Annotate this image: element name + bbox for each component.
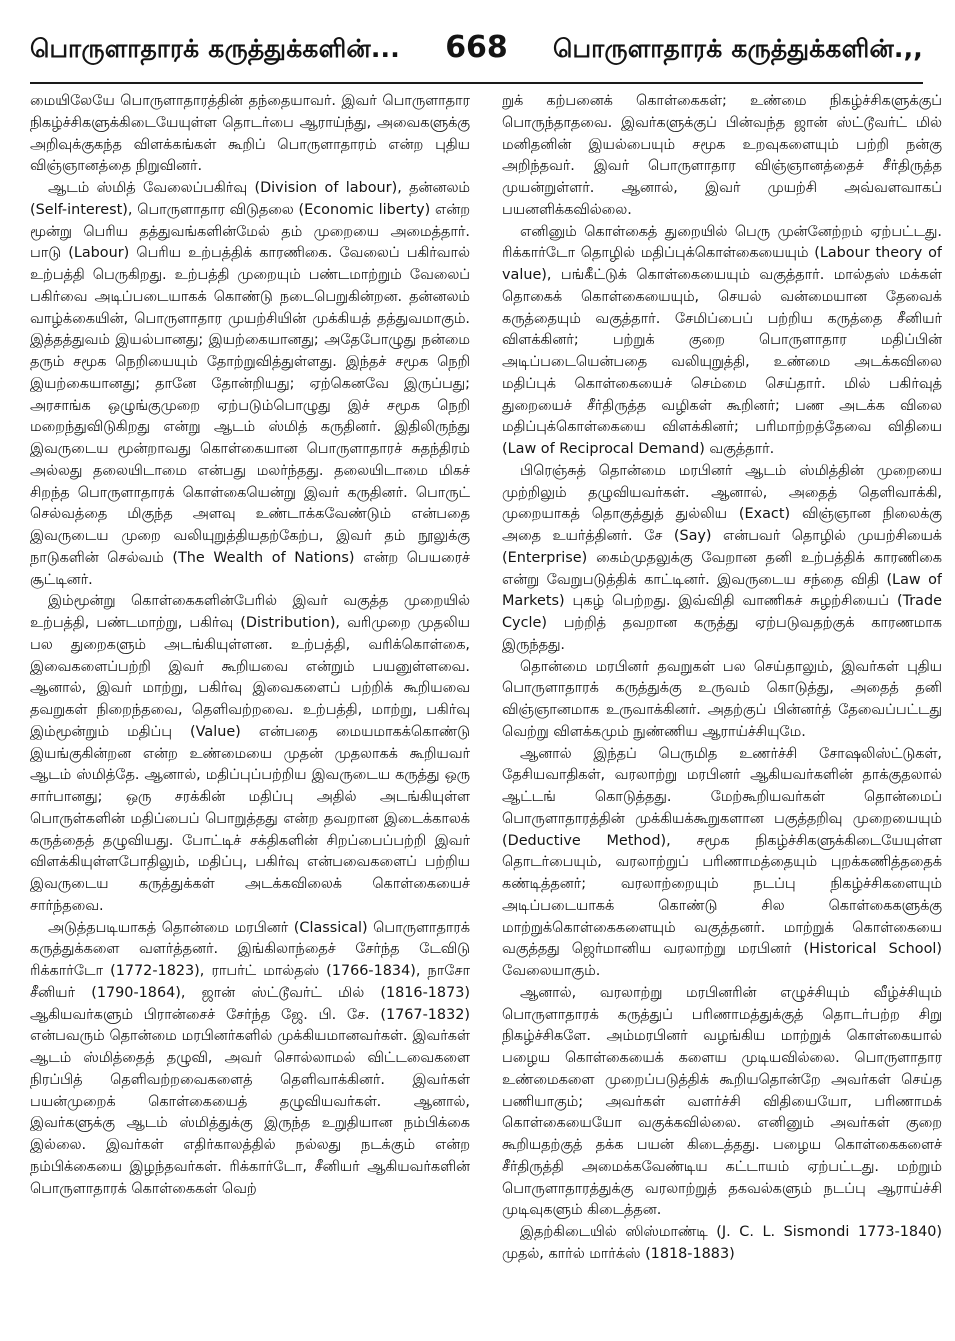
paragraph: இம்மூன்று கொள்கைகளின்பேரில் இவர் வகுத்த முறையில் உற்பத்தி, பண்டமாற்று, பகிர்வு (Distribution), வரிமுறை முதலிய பல துறைகளும் அடங்கியுள்ளன. உற்பத்தி, வரிக்கொள்கை, இவைகளைப்பற்றி இவர் கூறியவை என்றும் பயனுள்ளவை. ஆனால், இவர் மாற்று, பகிர்வு இவைகளைப் பற்றிக் கூறியவை தவறுகள் நிறைந்தவை, தெளிவற்றவை. உற்பத்தி, மாற்று, பகிர்வு இம்மூன்றும் மதிப்பு (Value) என்பதை மையமாகக்கொண்டு இயங்குகின்றன என்ற உண்மையை முதன் முதலாகக் கூறியவர் ஆடம் ஸ்மித்தே. ஆனால், மதிப்புப்பற்றிய இவருடைய கருத்து ஒரு சார்பானது; ஒரு சரக்கின் மதிப்பு அதில் அடங்கியுள்ள பொருள்களின் மதிப்பைப் பொறுத்தது என்ற தவறான இடைக்காலக் கருத்தைத் தழுவியது. போட்டிச் சக்திகளின் சிறப்பைப்பற்றி இவர் விளக்கியுள்ளபோதிலும், மதிப்பு, பகிர்வு என்பவைகளைப் பற்றிய இவருடைய கருத்துக்கள் அடக்கவிலைக் கொள்கையைச் சார்ந்தவை. — [30, 593, 470, 914]
paragraph: ஆனால், வரலாற்று மரபினரின் எழுச்சியும் வீழ்ச்சியும் பொருளாதாரக் கருத்துப் பரிணாமத்துக்குத் தொடர்பற்ற சிறு நிகழ்ச்சிகளே. அம்மரபினர் வழங்கிய மாற்றுக் கொள்கையால் பழைய கொள்கையைக் களைய முடியவில்லை. பொருளாதார உண்மைகளை முறைப்படுத்திக் கூறியதொன்றே அவர்கள் செய்த பணியாகும்; அவர்கள் வளர்ச்சி விதியையோ, பரிணாமக் கொள்கையையோ வகுக்கவில்லை. எனினும் அவர்கள் குறை கூறியதற்குத் தக்க பயன் கிடைத்தது. பழைய கொள்கைகளைச் சீர்திருத்தி அமைக்கவேண்டிய கட்டாயம் ஏற்பட்டது. மற்றும் பொருளாதாரத்துக்கு வரலாற்றுத் தகவல்களும் நடப்பு ஆராய்ச்சி முடிவுகளும் கிடைத்தன. — [502, 984, 942, 1219]
paragraph: பிரெஞ்சுத் தொன்மை மரபினர் ஆடம் ஸ்மித்தின் முறையை முற்றிலும் தழுவியவர்கள். ஆனால், அதைத் தெளிவாக்கி, முறையாகத் தொகுத்துத் துல்லிய (Exact) விஞ்ஞான நிலைக்கு அதை உயர்த்தினர். சே (Say) என்பவர் தொழில் முயற்சியைக் (Enterprise) கைம்முதலுக்கு வேறான தனி உற்பத்திக் காரணிகை என்று வேறுபடுத்திக் காட்டினர். இவருடைய சந்தை விதி (Law of Markets) புகழ் பெற்றது. இவ்விதி வாணிகச் சுழற்சியைப் (Trade Cycle) பற்றித் தவறான கருத்து ஏற்படுவதற்குக் காரணமாக இருந்தது. — [502, 462, 942, 653]
paragraph: எனினும் கொள்கைத் துறையில் பெரு முன்னேற்றம் ஏற்பட்டது. ரிக்கார்டோ தொழில் மதிப்புக்கொள்கையையும் (Labour theory of value), பங்கீட்டுக் கொள்கையையும் வகுத்தார். மால்தஸ் மக்கள் தொகைக் கொள்கையையும், செயல் வன்மையான தேவைக் கருத்தையும் வகுத்தார். சேமிப்பைப் பற்றிய கருத்தை சீனியர் விளக்கினர்; பற்றுக் குறை பொருளாதார மதிப்பின் அடிப்படையென்பதை வலியுறுத்தி, உண்மை அடக்கவிலை மதிப்புக் கொள்கையைச் செம்மை செய்தார். மில் பகிர்வுத் துறையைச் சீர்திருத்த வழிகள் கூறினர்; பண அடக்க விலை மதிப்புக்கொள்கையை விளக்கினர்; பரிமாற்றத்தேவை விதியை (Law of Reciprocal Demand) வகுத்தார். — [502, 223, 942, 457]
running-title-right: பொருளாதாரக் கருத்துக்களின்.,, — [553, 34, 923, 63]
right-column — [502, 91, 942, 1323]
paragraph: ஆனால் இந்தப் பெருமித உணர்ச்சி சோஷலிஸ்ட்டுகள், தேசியவாதிகள், வரலாற்று மரபினர் ஆகியவர்களின் தாக்குதலால் ஆட்டங் கொடுத்தது. மேற்கூறியவர்கள் தொன்மைப் பொருளாதாரத்தின் முக்கியக்கூறுகளான பகுத்தறிவு முறையையும் (Deductive Method), சமூக நிகழ்ச்சிகளுக்கிடையேயுள்ள தொடர்பையும், வரலாற்றுப் பரிணாமத்தையும் புறக்கணித்ததைக் கண்டித்தனர்; வரலாற்றையும் நடப்பு நிகழ்ச்சிகளையும் அடிப்படையாகக் கொண்டு சில கொள்கைகளுக்கு மாற்றுக்கொள்கைகளையும் வகுத்தனர். மாற்றுக் கொள்கையை வகுத்தது ஜெர்மானிய வரலாற்று மரபினர் (Historical School) வேலையாகும். — [502, 745, 942, 979]
paragraph: தொன்மை மரபினர் தவறுகள் பல செய்தாலும், இவர்கள் புதிய பொருளாதாரக் கருத்துக்கு உருவம் கொடுத்து, அதைத் தனி விஞ்ஞானமாக உருவாக்கினர். அதற்குப் பின்னர்த் தேவைப்பட்டது வெற்று விளக்கமும் நுண்ணிய ஆராய்ச்சியுமே. — [502, 658, 942, 740]
paragraph: இதற்கிடையில் ஸிஸ்மாண்டி (J. C. L. Sismondi 1773-1840) முதல், கார்ல் மார்க்ஸ் (1818-1883) — [502, 1224, 942, 1262]
paragraph: மையிலேயே பொருளாதாரத்தின் தந்தையாவர். இவர் பொருளாதார நிகழ்ச்சிகளுக்கிடையேயுள்ள தொடர்பை ஆராய்ந்து, அவைகளுக்கு அறிவுக்குகந்த விளக்கங்கள் கூறிப் பொருளாதாரம் என்ற புதிய விஞ்ஞானத்தை நிறுவினர். — [30, 93, 470, 175]
running-header — [30, 30, 923, 84]
running-title-left: பொருளாதாரக் கருத்துக்களின்... — [30, 34, 400, 63]
page-number: 668 — [445, 30, 508, 65]
paragraph: அடுத்தபடியாகத் தொன்மை மரபினர் (Classical) பொருளாதாரக் கருத்துக்களை வளர்த்தனர். இங்கிலாந்தைச் சேர்ந்த டேவிடு ரிக்கார்டோ (1772-1823), ராபர்ட் மால்தஸ் (1766-1834), நாசோ சீனியர் (1790-1864), ஜான் ஸ்ட்டூவர்ட் மில் (1816-1873) ஆகியவர்களும் பிரான்சைச் சேர்ந்த ஜே. பி. சே. (1767-1832) என்பவரும் தொன்மை மரபினர்களில் முக்கியமானவர்கள். இவர்கள் ஆடம் ஸ்மித்தைத் தழுவி, அவர் சொல்லாமல் விட்டவைகளை நிரப்பித் தெளிவற்றவைகளைத் தெளிவாக்கினர். இவர்கள் பயன்முறைக் கொள்கையைத் தழுவியவர்கள். ஆனால், இவர்களுக்கு ஆடம் ஸ்மித்துக்கு இருந்த உறுதியான நம்பிக்கை இல்லை. இவர்கள் எதிர்காலத்தில் நல்லது நடக்கும் என்ற நம்பிக்கையை இழந்தவர்கள். ரிக்கார்டோ, சீனியர் ஆகியவர்களின் பொருளாதாரக் கொள்கைகள் வெற் — [30, 919, 470, 1197]
paragraph: றுக் கற்பனைக் கொள்கைகள்; உண்மை நிகழ்ச்சிகளுக்குப் பொருந்தாதவை. இவர்களுக்குப் பின்வந்த ஜான் ஸ்ட்டூவர்ட் மில் மனிதனின் இயல்பையும் சமூக உறவுகளையும் பற்றி நன்கு அறிந்தவர். இவர் பொருளாதார விஞ்ஞானத்தைச் சீர்திருத்த முயன்றுள்ளர். ஆனால், இவர் முயற்சி அவ்வளவாகப் பயனளிக்கவில்லை. — [502, 93, 942, 218]
paragraph: ஆடம் ஸ்மித் வேலைப்பகிர்வு (Division of labour), தன்னலம் (Self-interest), பொருளாதார விடுதலை (Economic liberty) என்ற மூன்று பெரிய தத்துவங்களின்மேல் தம் முறையை அமைத்தார். பாடு (Labour) பெரிய உற்பத்திக் காரணிகை. வேலைப் பகிர்வால் உற்பத்தி பெருகிறது. உற்பத்தி முறையும் பண்டமாற்றும் வேலைப் பகிர்வை அடிப்படையாகக் கொண்டு நடைபெறுகின்றன. தன்னலம் வாழ்க்கையின், பொருளாதார முயற்சியின் முக்கியத் தத்துவமாகும். இத்தத்துவம் இயல்பானது; இயற்கையானது; அதேபோழுது நன்மை தரும் சமூக நெறியையும் தோற்றுவித்துள்ளது. இந்தச் சமூக நெறி இயற்கையானது; தானே தோன்றியது; ஏற்கெனவே இருப்பது; அரசாங்க ஒழுங்குமுறை ஏற்படும்பொழுது இச் சமூக நெறி மறைந்துவிடுகிறது என்று ஆடம் ஸ்மித் கருதினர். இதிலிருந்து இவருடைய மூன்றாவது கொள்கையான பொருளாதாரச் சுதந்திரம் அல்லது தலையிடாமை என்பது மலர்ந்தது. தலையிடாமை மிகச் சிறந்த பொருளாதாரக் கொள்கையென்று இவர் கருதினர். பொருட் செல்வத்தை மிகுந்த அளவு உண்டாக்கவேண்டும் என்பதை இவருடைய முறை வலியுறுத்தியதற்கேற்ப, இவர் தம் நூலுக்கு நாடுகளின் செல்வம் (The Wealth of Nations) என்ற பெயரைச் சூட்டினர். — [30, 180, 470, 588]
left-column — [30, 91, 470, 1323]
